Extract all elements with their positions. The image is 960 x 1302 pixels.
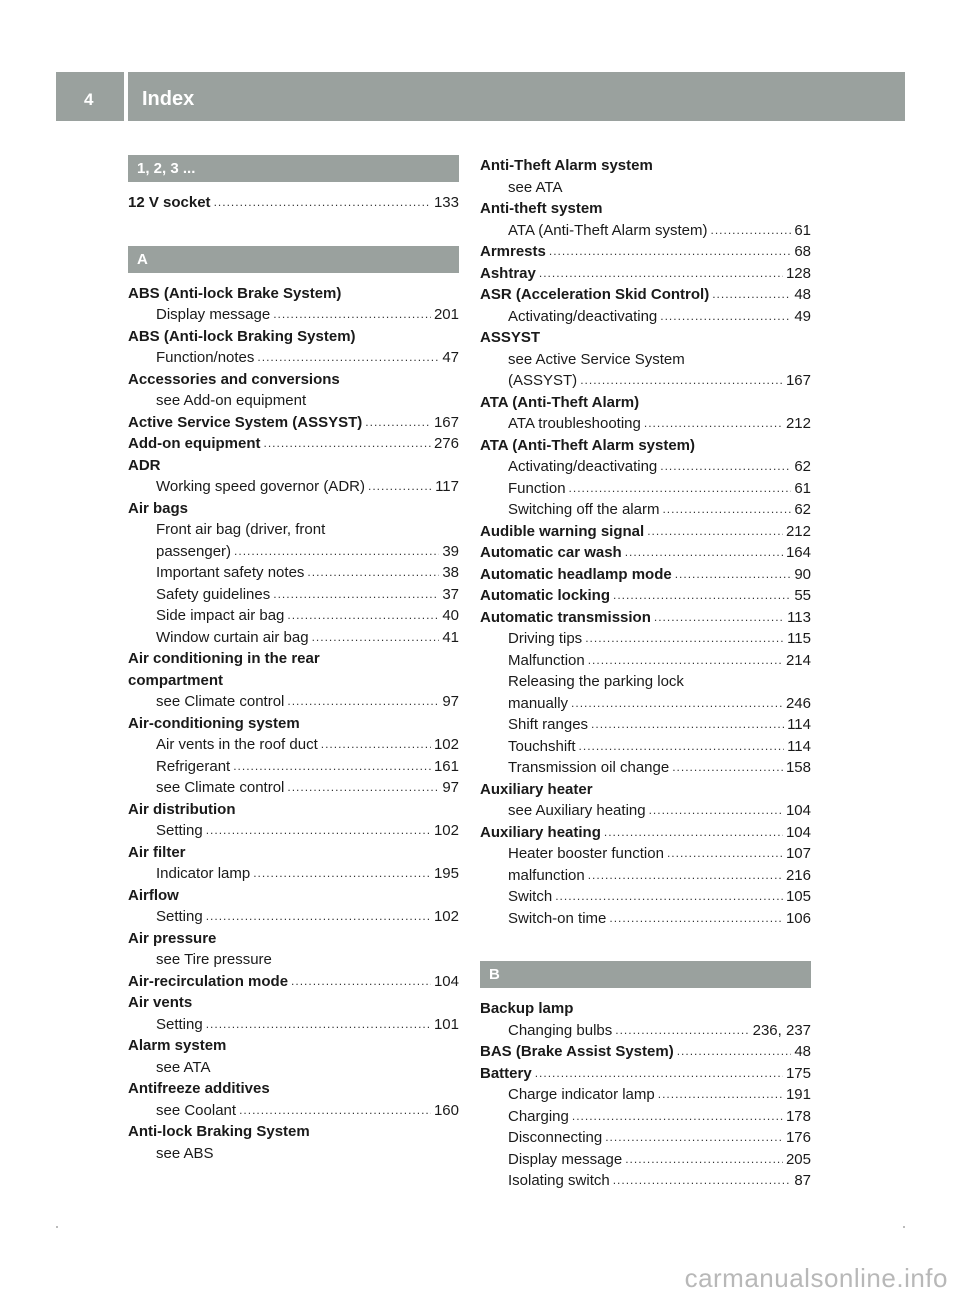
index-entry bbox=[128, 670, 459, 692]
dot-leader bbox=[234, 541, 439, 563]
page-reference: 61 bbox=[794, 479, 811, 497]
page-reference: 175 bbox=[785, 1064, 811, 1082]
page-reference: 55 bbox=[794, 587, 811, 604]
index-subentry bbox=[480, 736, 811, 758]
entry-label: Automatic headlamp mode bbox=[480, 565, 672, 583]
index-subentry bbox=[128, 1057, 459, 1079]
entry-label: Isolating switch bbox=[508, 1172, 610, 1189]
page-reference: 167 bbox=[433, 413, 459, 431]
page-reference: 176 bbox=[785, 1129, 811, 1146]
dot-leader bbox=[604, 822, 783, 844]
entry-label: Display message bbox=[156, 306, 271, 323]
page-reference: 97 bbox=[442, 693, 459, 710]
entry-label: compartment bbox=[128, 671, 224, 689]
header-divider bbox=[124, 72, 128, 121]
entry-label: see Climate control bbox=[156, 693, 285, 710]
entry-label: Working speed governor (ADR) bbox=[156, 478, 365, 495]
index-subentry bbox=[480, 370, 811, 392]
page-reference: 201 bbox=[433, 306, 459, 323]
page-reference: 48 bbox=[794, 1043, 811, 1060]
dot-leader bbox=[273, 584, 439, 606]
entry-label: Window curtain air bag bbox=[156, 628, 309, 646]
index-subentry bbox=[480, 714, 811, 736]
entry-label: Anti-Theft Alarm system bbox=[480, 157, 653, 174]
entry-label: Driving tips bbox=[508, 630, 583, 647]
entry-label: Air distribution bbox=[128, 800, 236, 818]
entry-label: Charge indicator lamp bbox=[508, 1086, 655, 1103]
page-reference: 37 bbox=[442, 585, 459, 603]
entry-label: Accessories and conversions bbox=[128, 370, 340, 388]
index-subentry bbox=[480, 1127, 811, 1149]
entry-label: Active Service System (ASSYST) bbox=[128, 413, 363, 431]
entry-label: ATA troubleshooting bbox=[508, 415, 641, 432]
section-heading: 1, 2, 3 ... bbox=[128, 155, 459, 182]
index-entry bbox=[128, 971, 459, 993]
entry-label: ADR bbox=[128, 456, 161, 474]
index-entry bbox=[480, 435, 811, 457]
index-entry bbox=[480, 198, 811, 220]
dot-leader bbox=[658, 1084, 783, 1106]
dot-leader bbox=[287, 691, 439, 713]
index-subentry bbox=[480, 693, 811, 715]
page-reference: 191 bbox=[785, 1086, 811, 1103]
index-subentry bbox=[480, 908, 811, 930]
dot-leader bbox=[263, 433, 430, 455]
entry-label: manually bbox=[508, 694, 569, 712]
entry-label: Setting bbox=[156, 908, 203, 925]
page-number: 4 bbox=[84, 90, 94, 109]
dot-leader bbox=[257, 347, 439, 369]
index-entry bbox=[128, 369, 459, 391]
index-subentry bbox=[480, 886, 811, 908]
entry-label: Switch-on time bbox=[508, 909, 607, 927]
index-entry bbox=[128, 283, 459, 305]
entry-label: Ashtray bbox=[480, 264, 536, 282]
page-reference: 49 bbox=[794, 307, 811, 325]
entry-label: ASSYST bbox=[480, 329, 541, 346]
index-entry bbox=[480, 564, 811, 586]
entry-label: see ATA bbox=[508, 178, 563, 196]
index-entry bbox=[128, 885, 459, 907]
page-reference: 102 bbox=[433, 736, 459, 753]
dot-leader bbox=[588, 865, 783, 887]
index-entry bbox=[480, 998, 811, 1020]
index-subentry bbox=[128, 734, 459, 756]
dot-leader bbox=[572, 1106, 783, 1128]
dot-leader bbox=[605, 1127, 783, 1149]
index-entry bbox=[480, 1041, 811, 1063]
page-reference: 114 bbox=[787, 716, 811, 733]
index-subentry bbox=[480, 865, 811, 887]
dot-leader bbox=[206, 1014, 431, 1036]
dot-leader bbox=[539, 263, 783, 285]
dot-leader bbox=[233, 756, 431, 778]
page-reference: 212 bbox=[785, 415, 811, 432]
entry-label: Battery bbox=[480, 1064, 532, 1082]
entry-label: BAS (Brake Assist System) bbox=[480, 1043, 674, 1060]
page-reference: 62 bbox=[794, 458, 811, 475]
page-reference: 97 bbox=[442, 779, 459, 796]
dot-leader bbox=[321, 734, 431, 756]
index-subentry bbox=[128, 605, 459, 627]
entry-label: Airflow bbox=[128, 886, 179, 904]
entry-label: Activating/deactivating bbox=[508, 458, 658, 475]
dot-leader bbox=[660, 456, 791, 478]
index-subentry bbox=[480, 1149, 811, 1171]
index-entry bbox=[128, 1035, 459, 1057]
page-reference: 48 bbox=[794, 286, 811, 303]
dot-leader bbox=[579, 736, 785, 758]
entry-label: Changing bulbs bbox=[508, 1021, 613, 1039]
dot-leader bbox=[712, 284, 791, 306]
section-heading: B bbox=[480, 961, 811, 988]
index-subentry bbox=[128, 820, 459, 842]
page-reference: 102 bbox=[433, 908, 459, 925]
index-column-left bbox=[128, 155, 459, 1164]
dot-leader bbox=[675, 564, 792, 586]
index-subentry bbox=[128, 519, 459, 541]
entry-label: see Coolant bbox=[156, 1101, 237, 1119]
index-subentry bbox=[128, 863, 459, 885]
index-subentry bbox=[128, 304, 459, 326]
entry-label: see ABS bbox=[156, 1144, 214, 1162]
page-reference: 205 bbox=[785, 1150, 811, 1168]
index-entry bbox=[480, 1063, 811, 1085]
entry-label: Automatic locking bbox=[480, 587, 611, 604]
page-reference: 47 bbox=[442, 349, 459, 366]
entry-label: Releasing the parking lock bbox=[508, 673, 684, 690]
entry-label: Automatic car wash bbox=[480, 544, 622, 561]
entry-label: ABS (Anti-lock Braking System) bbox=[128, 327, 356, 345]
entry-label: Safety guidelines bbox=[156, 585, 271, 603]
index-subentry bbox=[128, 949, 459, 971]
entry-label: ASR (Acceleration Skid Control) bbox=[480, 286, 710, 303]
index-entry bbox=[128, 648, 459, 670]
index-subentry bbox=[480, 177, 811, 199]
index-subentry bbox=[128, 390, 459, 412]
entry-label: Function bbox=[508, 479, 566, 497]
index-entry bbox=[128, 842, 459, 864]
dot-leader bbox=[649, 800, 783, 822]
index-subentry bbox=[480, 306, 811, 328]
index-entry bbox=[128, 433, 459, 455]
entry-label: see Active Service System bbox=[508, 350, 685, 368]
index-subentry bbox=[480, 1020, 811, 1042]
index-subentry bbox=[480, 1084, 811, 1106]
index-entry bbox=[128, 1078, 459, 1100]
index-subentry bbox=[128, 584, 459, 606]
corner-mark bbox=[903, 1226, 905, 1228]
entry-label: ATA (Anti-Theft Alarm system) bbox=[508, 221, 708, 239]
dot-leader bbox=[667, 843, 783, 865]
entry-label: ABS (Anti-lock Brake System) bbox=[128, 284, 342, 302]
entry-label: Setting bbox=[156, 822, 203, 839]
index-entry bbox=[480, 822, 811, 844]
entry-label: Air bags bbox=[128, 499, 189, 517]
index-subentry bbox=[128, 1100, 459, 1122]
entry-label: Armrests bbox=[480, 243, 546, 260]
index-entry bbox=[128, 498, 459, 520]
page-reference: 107 bbox=[785, 845, 811, 862]
page-reference: 41 bbox=[442, 628, 459, 646]
entry-label: 12 V socket bbox=[128, 194, 211, 211]
page-reference: 276 bbox=[433, 435, 459, 452]
page-reference: 214 bbox=[785, 651, 811, 669]
index-subentry bbox=[128, 562, 459, 584]
page-reference: 167 bbox=[785, 372, 811, 389]
index-entry bbox=[128, 713, 459, 735]
dot-leader bbox=[368, 476, 432, 498]
index-entry bbox=[128, 192, 459, 214]
entry-label: see Climate control bbox=[156, 779, 285, 796]
entry-label: Air vents in the roof duct bbox=[156, 736, 318, 753]
dot-leader bbox=[613, 585, 791, 607]
index-entry bbox=[480, 542, 811, 564]
page-reference: 87 bbox=[794, 1172, 811, 1189]
dot-leader bbox=[555, 886, 783, 908]
page-reference: 104 bbox=[785, 823, 811, 841]
page-reference: 216 bbox=[785, 866, 811, 884]
entry-label: Add-on equipment bbox=[128, 435, 261, 452]
dot-leader bbox=[613, 1170, 792, 1192]
dot-leader bbox=[672, 757, 783, 779]
index-entry bbox=[480, 155, 811, 177]
entry-label: Heater booster function bbox=[508, 845, 664, 862]
entry-label: Auxiliary heating bbox=[480, 823, 601, 841]
page-reference: 90 bbox=[794, 565, 811, 583]
entry-label: Alarm system bbox=[128, 1037, 227, 1054]
dot-leader bbox=[654, 607, 784, 629]
dot-leader bbox=[625, 1149, 783, 1171]
page-reference: 39 bbox=[442, 542, 459, 560]
index-entry bbox=[128, 326, 459, 348]
dot-leader bbox=[677, 1041, 792, 1063]
dot-leader bbox=[588, 650, 783, 672]
index-subentry bbox=[128, 777, 459, 799]
dot-leader bbox=[291, 971, 431, 993]
dot-leader bbox=[585, 628, 784, 650]
index-entry bbox=[128, 455, 459, 477]
entry-label: Anti-theft system bbox=[480, 200, 603, 217]
index-subentry bbox=[480, 349, 811, 371]
entry-label: Function/notes bbox=[156, 349, 255, 366]
entry-label: Automatic transmission bbox=[480, 608, 651, 626]
index-subentry bbox=[480, 628, 811, 650]
page-reference: 68 bbox=[794, 243, 811, 260]
dot-leader bbox=[591, 714, 784, 736]
entry-label: Shift ranges bbox=[508, 716, 589, 733]
dot-leader bbox=[609, 908, 783, 930]
entry-label: Backup lamp bbox=[480, 1000, 574, 1017]
index-subentry bbox=[480, 499, 811, 521]
entry-label: Front air bag (driver, front bbox=[156, 521, 326, 538]
page-reference: 178 bbox=[785, 1107, 811, 1125]
index-subentry bbox=[128, 1143, 459, 1165]
page-reference: 113 bbox=[787, 608, 811, 626]
index-entry bbox=[480, 779, 811, 801]
entry-label: Air-conditioning system bbox=[128, 714, 300, 732]
watermark: carmanualsonline.info bbox=[684, 1263, 948, 1293]
entry-label: see ATA bbox=[156, 1058, 211, 1076]
dot-leader bbox=[214, 192, 431, 214]
page-title: Index bbox=[142, 88, 195, 110]
dot-leader bbox=[253, 863, 431, 885]
page-reference: 164 bbox=[785, 544, 811, 561]
dot-leader bbox=[239, 1100, 431, 1122]
index-subentry bbox=[480, 650, 811, 672]
entry-label: see Add-on equipment bbox=[156, 392, 307, 409]
dot-leader bbox=[662, 499, 791, 521]
index-entry bbox=[480, 607, 811, 629]
entry-label: Air pressure bbox=[128, 929, 217, 947]
page-reference: 158 bbox=[785, 759, 811, 776]
dot-leader bbox=[549, 241, 791, 263]
dot-leader bbox=[625, 542, 783, 564]
dot-leader bbox=[206, 906, 431, 928]
section-gap bbox=[480, 929, 811, 961]
entry-label: Antifreeze additives bbox=[128, 1080, 270, 1097]
page-reference: 61 bbox=[794, 221, 811, 239]
entry-label: Setting bbox=[156, 1015, 203, 1033]
page-reference: 38 bbox=[442, 564, 459, 581]
section-heading: A bbox=[128, 246, 459, 273]
dot-leader bbox=[307, 562, 439, 584]
entry-label: see Tire pressure bbox=[156, 951, 272, 968]
index-subentry bbox=[128, 691, 459, 713]
entry-label: Air vents bbox=[128, 994, 193, 1011]
entry-label: ATA (Anti-Theft Alarm system) bbox=[480, 436, 696, 454]
page-reference: 106 bbox=[785, 909, 811, 927]
entry-label: Air conditioning in the rear bbox=[128, 650, 320, 667]
page-reference: 104 bbox=[785, 802, 811, 819]
page-reference: 195 bbox=[433, 865, 459, 882]
entry-label: Important safety notes bbox=[156, 564, 305, 581]
page-reference: 117 bbox=[435, 478, 459, 495]
index-subentry bbox=[128, 756, 459, 778]
index-entry bbox=[480, 392, 811, 414]
entry-label: (ASSYST) bbox=[508, 372, 578, 389]
page-reference: 161 bbox=[433, 757, 459, 775]
entry-label: passenger) bbox=[156, 542, 232, 560]
dot-leader bbox=[206, 820, 431, 842]
page-reference: 102 bbox=[433, 822, 459, 839]
entry-label: Disconnecting bbox=[508, 1129, 603, 1146]
page-reference: 105 bbox=[785, 888, 811, 905]
index-entry bbox=[128, 412, 459, 434]
page-reference: 246 bbox=[785, 694, 811, 712]
index-entry bbox=[128, 992, 459, 1014]
index-entry bbox=[480, 585, 811, 607]
index-entry bbox=[480, 327, 811, 349]
index-entry bbox=[480, 284, 811, 306]
page-reference: 212 bbox=[785, 522, 811, 540]
index-subentry bbox=[128, 627, 459, 649]
dot-leader bbox=[710, 220, 791, 242]
dot-leader bbox=[287, 777, 439, 799]
dot-leader bbox=[571, 693, 783, 715]
index-subentry bbox=[480, 671, 811, 693]
entry-label: Side impact air bag bbox=[156, 607, 285, 624]
entry-label: see Auxiliary heating bbox=[508, 802, 646, 819]
entry-label: Malfunction bbox=[508, 651, 585, 669]
page-reference: 40 bbox=[442, 607, 459, 624]
entry-label: Switch bbox=[508, 888, 553, 905]
index-entry bbox=[128, 928, 459, 950]
page-reference: 62 bbox=[794, 501, 811, 518]
index-subentry bbox=[128, 476, 459, 498]
index-subentry bbox=[480, 220, 811, 242]
entry-label: Switching off the alarm bbox=[508, 501, 660, 518]
index-entry bbox=[480, 241, 811, 263]
index-subentry bbox=[480, 757, 811, 779]
section-gap bbox=[128, 214, 459, 246]
page-reference: 101 bbox=[433, 1015, 459, 1033]
entry-label: Refrigerant bbox=[156, 757, 231, 775]
dot-leader bbox=[660, 306, 791, 328]
entry-label: ATA (Anti-Theft Alarm) bbox=[480, 393, 640, 411]
entry-label: Audible warning signal bbox=[480, 522, 645, 540]
dot-leader bbox=[580, 370, 783, 392]
corner-mark bbox=[56, 1226, 58, 1228]
entry-label: Air-recirculation mode bbox=[128, 972, 289, 990]
entry-label: Charging bbox=[508, 1107, 569, 1125]
entry-label: malfunction bbox=[508, 866, 585, 884]
entry-label: Transmission oil change bbox=[508, 759, 670, 776]
page-reference: 133 bbox=[433, 194, 459, 211]
index-entry bbox=[480, 263, 811, 285]
index-subentry bbox=[128, 906, 459, 928]
dot-leader bbox=[569, 478, 792, 500]
entry-label: Air filter bbox=[128, 843, 186, 861]
index-subentry bbox=[480, 456, 811, 478]
entry-label: Display message bbox=[508, 1150, 623, 1168]
entry-label: Indicator lamp bbox=[156, 865, 251, 882]
index-entry bbox=[128, 1121, 459, 1143]
dot-leader bbox=[273, 304, 431, 326]
dot-leader bbox=[535, 1063, 783, 1085]
index-subentry bbox=[480, 843, 811, 865]
index-subentry bbox=[128, 347, 459, 369]
index-subentry bbox=[128, 541, 459, 563]
dot-leader bbox=[644, 413, 783, 435]
entry-label: Anti-lock Braking System bbox=[128, 1123, 310, 1140]
index-subentry bbox=[480, 800, 811, 822]
index-subentry bbox=[480, 1106, 811, 1128]
dot-leader bbox=[365, 412, 431, 434]
page-reference: 115 bbox=[787, 630, 811, 647]
index-subentry bbox=[128, 1014, 459, 1036]
page-reference: 104 bbox=[433, 972, 459, 990]
dot-leader bbox=[287, 605, 439, 627]
entry-label: Touchshift bbox=[508, 737, 576, 755]
index-subentry bbox=[480, 1170, 811, 1192]
dot-leader bbox=[647, 521, 783, 543]
entry-label: Auxiliary heater bbox=[480, 780, 593, 798]
page-reference: 128 bbox=[785, 264, 811, 282]
dot-leader bbox=[615, 1020, 749, 1042]
dot-leader bbox=[312, 627, 440, 649]
page-reference: 160 bbox=[433, 1101, 459, 1119]
index-subentry bbox=[480, 478, 811, 500]
index-entry bbox=[480, 521, 811, 543]
index-entry bbox=[128, 799, 459, 821]
entry-label: Activating/deactivating bbox=[508, 307, 658, 325]
index-subentry bbox=[480, 413, 811, 435]
page-reference: 114 bbox=[787, 737, 811, 755]
index-column-right bbox=[480, 155, 811, 1192]
page-reference: 236, 237 bbox=[752, 1021, 811, 1039]
